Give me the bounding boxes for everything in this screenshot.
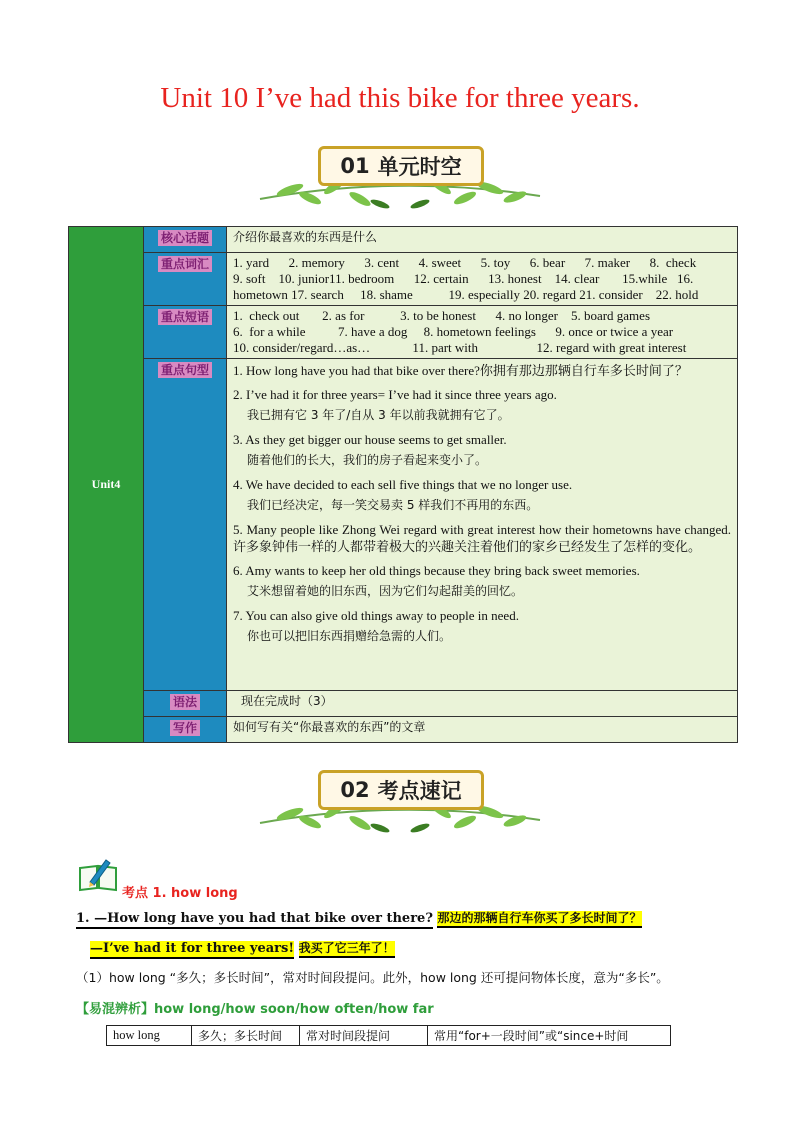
table-row [69,359,738,691]
unit-cell: Unit4 [69,227,144,743]
category-cell: 写作 [144,717,227,743]
table-row [69,227,738,253]
content-cell: 介绍你最喜欢的东西是什么 [227,227,738,253]
table-row [107,1026,671,1046]
table-row [69,253,738,306]
table-row [69,691,738,717]
content-cell: 1. yard 2. memory 3. cent 4. sweet 5. toy 6. bear 7. maker 8. check 9. soft 10. junior11. bedroom 12. certain 13. honest 14. clear 15.while 16. hometown 17. search 18. shame 19. especially 20. regard 21. consider 22. hold [227,253,738,306]
kaodian-label: 考点 1. how long [122,886,238,901]
table-cell: 常对时间段提问 [300,1026,428,1046]
pencil-book-icon [78,858,118,892]
unit-overview-table [68,226,738,743]
comparison-table [106,1025,671,1046]
section-badge-label: 02 考点速记 [318,770,484,810]
confusion-heading: 【易混辨析】how long/how soon/how often/how far [76,1002,434,1017]
table-cell: 多久；多长时间 [192,1026,300,1046]
table-cell: how long [107,1026,192,1046]
table-cell: 常用“for+一段时间”或“since+时间 [428,1026,671,1046]
table-row [69,717,738,743]
example-answer: —I’ve had it for three years! 我买了它三年了！ [90,939,395,956]
section-badge-label: 01 单元时空 [318,146,484,186]
content-cell: 1. check out 2. as for 3. to be honest 4. no longer 5. board games 6. for a while 7. have a dog 8. hometown feelings 9. once or twice a year 10. consider/regard…as… 11. part with 12. regard with great interest [227,306,738,359]
section-badge-01 [250,144,550,219]
content-cell: 现在完成时（3） [227,691,738,717]
category-cell: 重点短语 [144,306,227,359]
table-row [69,306,738,359]
content-cell: 1. How long have you had that bike over there?你拥有那边那辆自行车多长时间了？ 2. I’ve had it for three years= I’ve had it since three years ago. 我已拥有它 3 年了/自从 3 年以前我就拥有它了。 3. As they get bigger our house seems to get smaller. 随着他们的长大，我们的房子看起来变小了。 4. We have decided to each sell five things that we no longer use. 我们已经决定，每一笑交易卖 5 样我们不再用的东西。 5. Many people like Zhong Wei regard with great interest how their hometowns have changed.许多象钟伟一样的人都带着极大的兴趣关注着他们的家乡已经发生了怎样的变化。 6. Amy wants to keep her old things because they bring back sweet memories. 艾米想留着她的旧东西，因为它们勾起甜美的回忆。 7. You can also give old things away to people in need. 你也可以把旧东西捐赠给急需的人们。 [227,359,738,691]
category-cell: 重点词汇 [144,253,227,306]
example-question: 1. —How long have you had that bike over there? 那边的那辆自行车你买了多长时间了？ [76,909,642,926]
category-cell: 核心话题 [144,227,227,253]
category-cell: 语法 [144,691,227,717]
category-cell: 重点句型 [144,359,227,691]
content-cell: 如何写有关“你最喜欢的东西”的文章 [227,717,738,743]
usage-note: （1）how long “多久；多长时间”，常对时间段提问。此外，how long 还可提问物体长度，意为“多长”。 [76,970,669,985]
section-badge-02 [250,768,550,843]
page-title: Unit 10 I’ve had this bike for three years. [160,82,640,114]
